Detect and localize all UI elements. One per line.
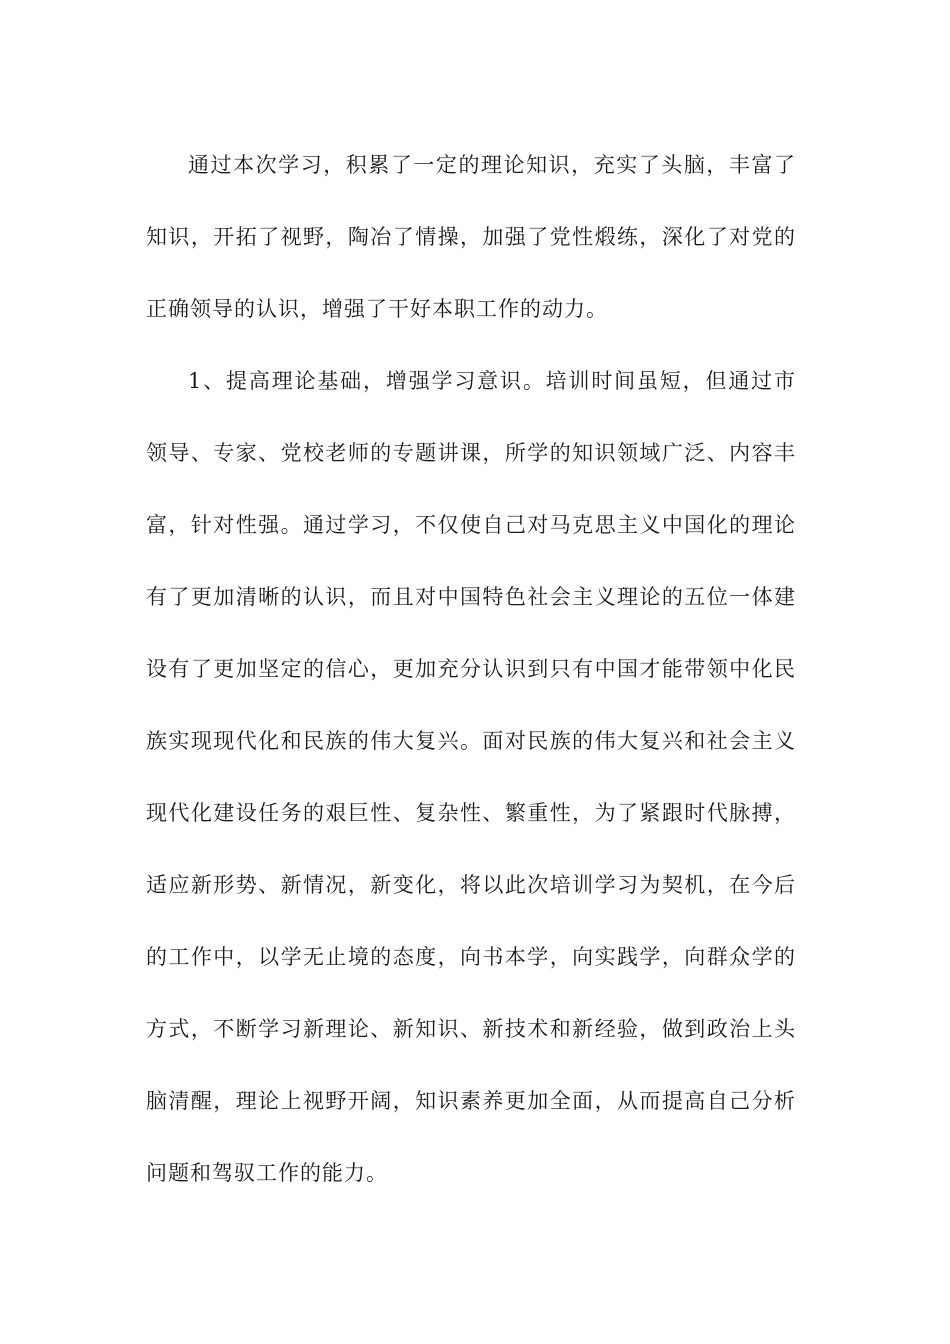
paragraph-theory-study: 1、提高理论基础，增强学习意识。培训时间虽短，但通过市领导、专家、党校老师的专题讲课，所学的知识领域广泛、内容丰富，针对性强。通过学习，不仅使自己对马克思主义中国化的理论有了更加清晰的认识，而且对中国特色社会主义理论的五位一体建设有了更加坚定的信心，更加充分认识到只有中国才能带领中化民族实现现代化和民族的伟大复兴。面对民族的伟大复兴和社会主义现代化建设任务的艰巨性、复杂性、繁重性，为了紧跟时代脉搏，适应新形势、新情况，新变化，将以此次培训学习为契机，在今后的工作中，以学无止境的态度，向书本学，向实践学，向群众学的方式，不断学习新理论、新知识、新技术和新经验，做到政治上头脑清醒，理论上视野开阔，知识素养更加全面，从而提高自己分析问题和驾驭工作的能力。 <box>146 369 796 1185</box>
document-body <box>146 129 796 1209</box>
paragraph-summary: 通过本次学习，积累了一定的理论知识，充实了头脑，丰富了知识，开拓了视野，陶冶了情操，加强了党性煅练，深化了对党的正确领导的认识，增强了干好本职工作的动力。 <box>146 153 796 321</box>
